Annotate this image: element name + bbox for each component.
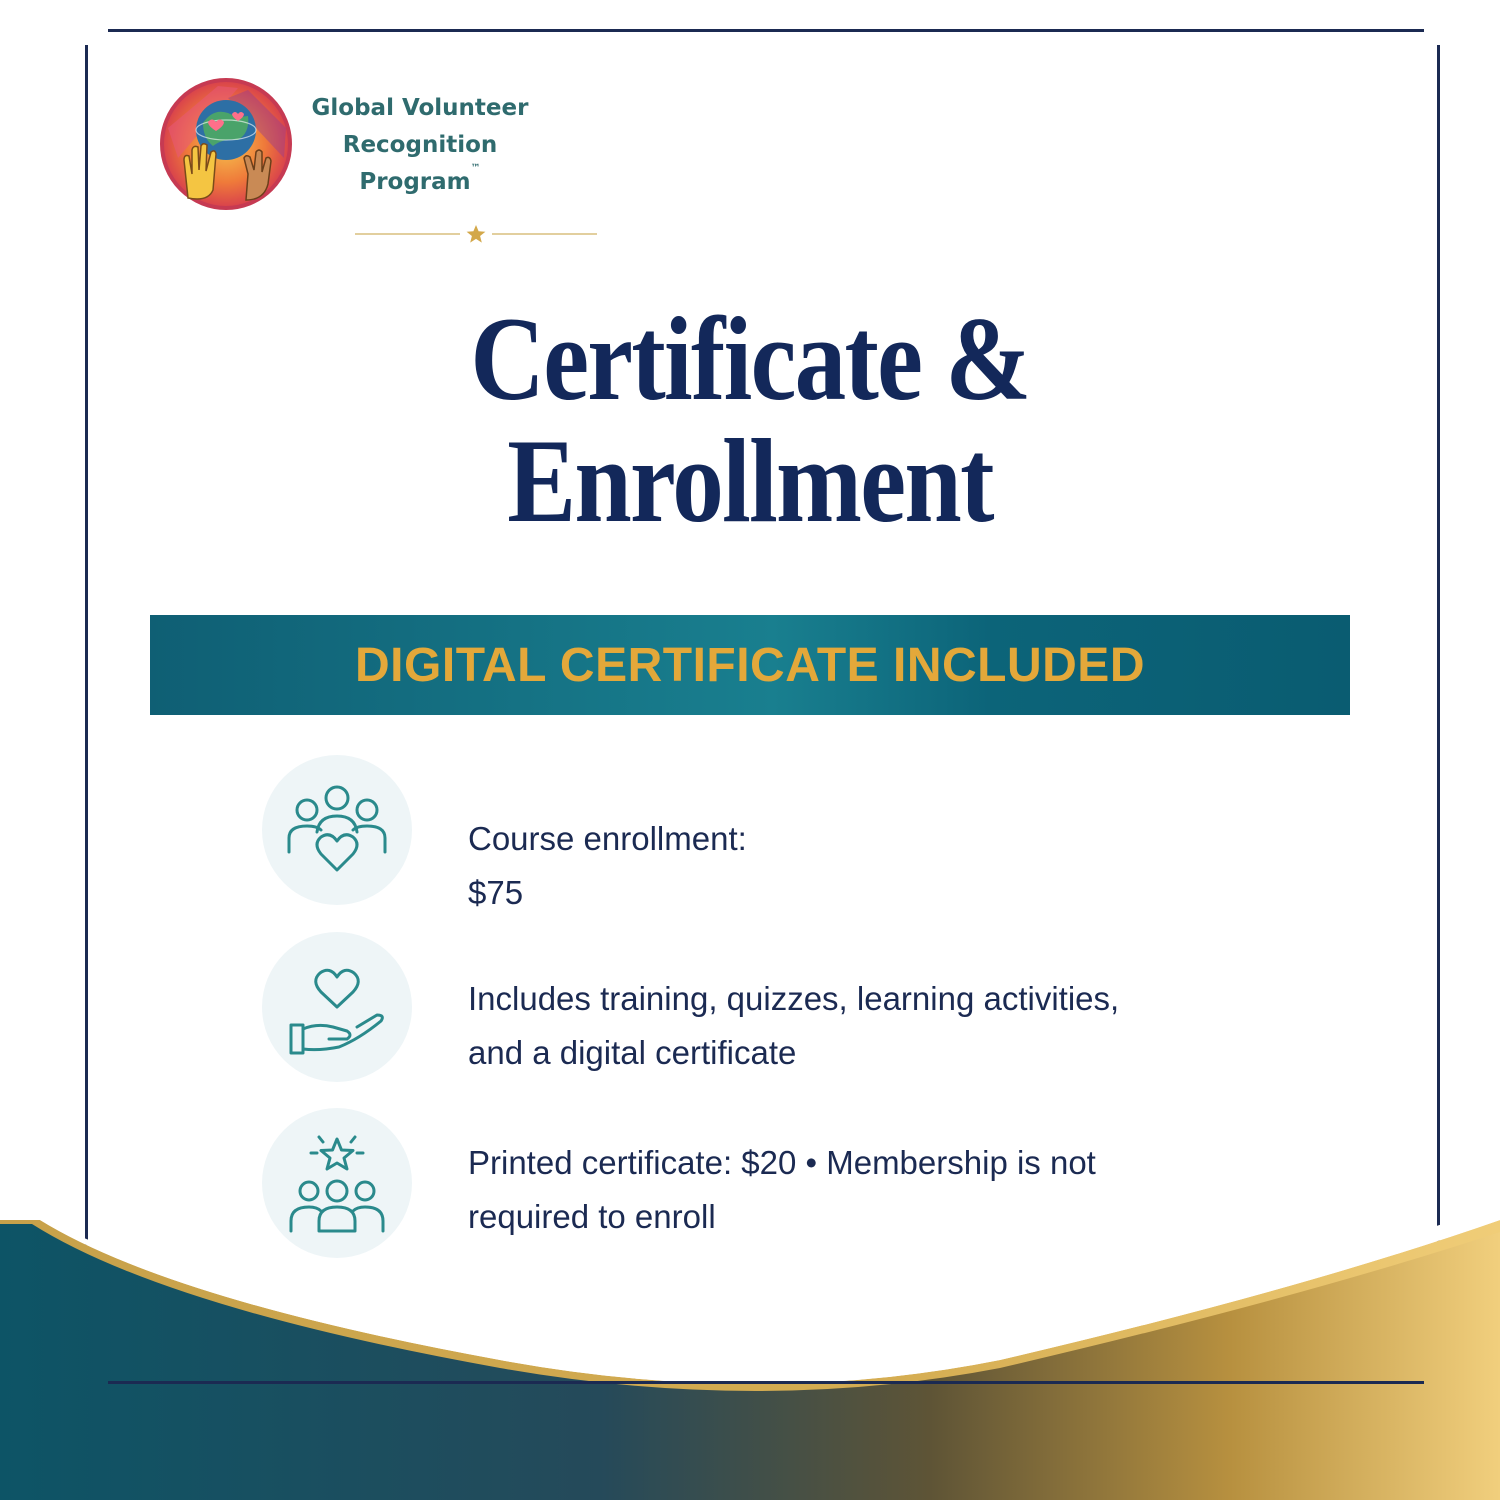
feature-line: required to enroll [468,1198,716,1235]
bottom-wave-decoration [0,1180,1500,1500]
banner-text: DIGITAL CERTIFICATE INCLUDED [355,638,1145,692]
digital-certificate-banner [150,615,1350,715]
feature-enrollment-text [468,812,1288,920]
brand-line-3 [300,164,540,201]
frame-top-line [108,29,1424,32]
feature-icon-circle [262,755,412,905]
trademark-symbol: ™ [470,163,481,174]
brand-line-1: Global Volunteer [311,95,529,121]
feature-price: $75 [468,874,524,911]
page-title [105,292,1395,547]
feature-includes-text [468,972,1288,1080]
globe-hands-hearts-logo [158,78,294,210]
brand-line-2: Recognition [342,132,498,158]
frame-right-line [1437,45,1440,1245]
feature-line: Includes training, quizzes, learning activities, [468,980,1120,1017]
feature-line: Printed certificate: $20 • Membership is not [468,1144,1096,1181]
title-line-2: Enrollment [507,414,993,547]
title-line-1: Certificate & [470,292,1030,425]
brand-line-3-text: Program [359,169,471,195]
feature-icon-circle [262,932,412,1082]
feature-line: and a digital certificate [468,1034,797,1071]
feature-line: Course enrollment: [468,820,747,857]
star-icon [467,225,486,243]
brand-name [300,90,540,201]
hand-heart-icon [277,947,397,1067]
group-heart-icon [277,770,397,890]
star-divider [355,222,597,246]
frame-left-line [85,45,88,1245]
